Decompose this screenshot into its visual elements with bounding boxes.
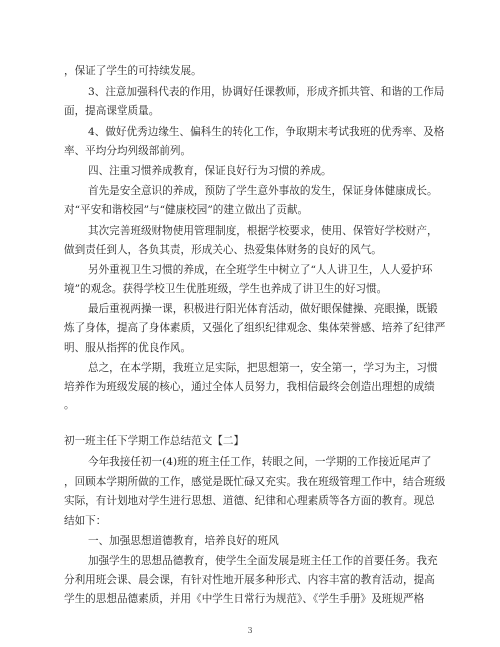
text-line: 今年我接任初一(4)班的班主任工作，转眼之间，一学期的工作接近尾声了 <box>88 456 432 468</box>
text-line: 率、平均分均列级部前列。 <box>64 145 192 157</box>
text-line: ，回顾本学期所做的工作，感觉是既忙碌又充实。我在班级管理工作中，结合班级 <box>64 476 446 488</box>
text-line: 炼了身体，提高了身体素质，又强化了组织纪律观念、集体荣誉感、培养了纪律严 <box>64 322 446 334</box>
text-line: 学生的思想品德素质，并用《中学生日常行为规范》、《学生手册》及班规严格 <box>64 593 425 605</box>
text-line: 最后重视两操一课，积极进行阳光体育活动，做好眼保健操、亮眼操，既锻 <box>88 303 438 315</box>
text-line: 。 <box>64 399 75 411</box>
text-line: 加强学生的思想品德教育，使学生全面发展是班主任工作的首要任务。我充 <box>88 555 438 567</box>
text-line: 结如下： <box>64 515 107 527</box>
text-line: 另外重视卫生习惯的养成，在全班学生中树立了“人人讲卫生，人人爱护环 <box>88 264 433 276</box>
text-line: ，保证了学生的可持续发展。 <box>64 65 202 77</box>
text-line: 四、注重习惯养成教育，保证良好行为习惯的养成。 <box>88 165 332 177</box>
text-line: 培养作为班级发展的核心，通过全体人员努力，我相信最终会创造出理想的成绩 <box>64 381 435 393</box>
text-line: 境”的观念。获得学校卫生优胜班级，学生也养成了讲卫生的好习惯。 <box>64 283 388 295</box>
page-number: 3 <box>247 626 253 635</box>
text-line: 面，提高课堂质量。 <box>64 105 160 117</box>
text-line: 其次完善班级财物使用管理制度，根据学校要求，使用、保管好学校财产， <box>88 225 438 237</box>
subheading: 一、加强思想道德教育，培养良好的班风 <box>88 535 279 547</box>
text-line: 做到责任到人，各负其责，形成关心、热爱集体财务的良好的风气。 <box>64 244 382 256</box>
section-heading: 初一班主任下学期工作总结范文【二】 <box>64 435 245 447</box>
text-line: 明、服从指挥的优良作风。 <box>64 342 192 354</box>
text-line: 分利用班会课、晨会课，有针对性地开展多种形式、内容丰富的教育活动，提高 <box>64 574 435 586</box>
text-line: 3、注意加强科代表的作用，协调好任课教师，形成齐抓共管、和谐的工作局 <box>88 86 445 98</box>
text-line: 对“平安和谐校园”与“健康校园”的建立做出了贡献。 <box>64 204 309 216</box>
text-line: 首先是安全意识的养成，预防了学生意外事故的发生，保证身体健康成长。 <box>88 185 438 197</box>
text-line: 实际，有计划地对学生进行思想、道德、纪律和心理素质等各方面的教育。现总 <box>64 495 435 507</box>
text-line: 总之，在本学期，我班立足实际，把思想第一，安全第一，学习为主，习惯 <box>88 362 438 374</box>
text-line: 4、做好优秀边缘生、偏科生的转化工作，争取期末考试我班的优秀率、及格 <box>88 126 445 138</box>
